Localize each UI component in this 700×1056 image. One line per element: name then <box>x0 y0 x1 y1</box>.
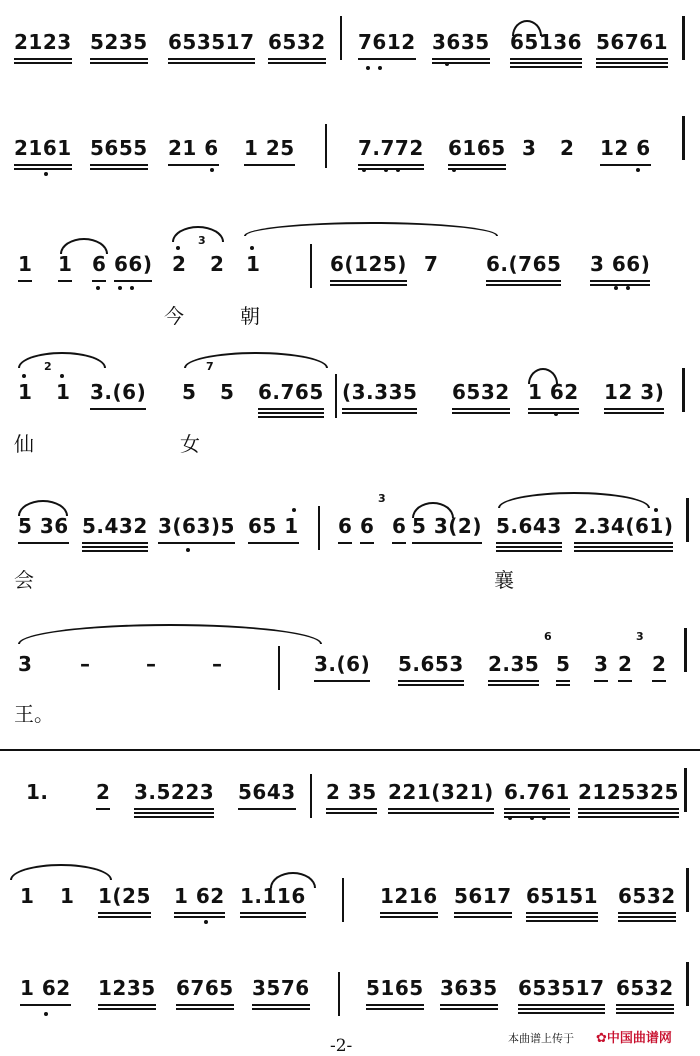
note-group: 1 62 <box>174 884 225 908</box>
octave-dot <box>396 168 400 172</box>
grace-note: 7 <box>206 360 214 373</box>
grace-note: 2 <box>44 360 52 373</box>
note-group: 6.765 <box>258 380 324 404</box>
note-group: 2 <box>96 780 111 804</box>
note-group: 1 62 <box>20 976 71 1000</box>
note-group: 3635 <box>432 30 490 54</box>
note-group: 3.5223 <box>134 780 215 804</box>
score-line-7 <box>0 780 700 840</box>
note-group: 65 1 <box>248 514 299 538</box>
note-group: 1 <box>58 252 73 276</box>
note-group: 1 <box>56 380 71 404</box>
slur-mark <box>60 238 108 254</box>
lyric-char: 今 <box>164 304 184 328</box>
octave-dot <box>250 246 254 250</box>
note-group: 2123 <box>14 30 72 54</box>
note-group: 12 6 <box>600 136 651 160</box>
slur-mark <box>512 20 542 36</box>
lyric-char: 王。 <box>14 702 54 726</box>
note-group: 5 <box>220 380 235 404</box>
note-group: 221(321) <box>388 780 494 804</box>
grace-note: 3 <box>198 234 206 247</box>
bar-line <box>310 774 312 818</box>
slur-mark <box>18 500 68 516</box>
note-group: 6765 <box>176 976 234 1000</box>
note-group: 6532 <box>616 976 674 1000</box>
note-group: 12 3) <box>604 380 665 404</box>
page-number: -2- <box>330 1036 353 1056</box>
score-line-4 <box>0 360 700 460</box>
note-group: 6 <box>338 514 353 538</box>
note-group: 1.116 <box>240 884 306 908</box>
score-line-1 <box>0 30 700 90</box>
note-group: 1 <box>18 380 33 404</box>
note-group: 3(63)5 <box>158 514 235 538</box>
note-group: 6.761 <box>504 780 570 804</box>
note-group: 7612 <box>358 30 416 54</box>
octave-dot <box>176 246 180 250</box>
note-group: 6165 <box>448 136 506 160</box>
grace-note: 3 <box>636 630 644 643</box>
note-group: 5 3(2) <box>412 514 482 538</box>
note-group: 66) <box>114 252 153 276</box>
note-group: 5655 <box>90 136 148 160</box>
octave-dot <box>204 920 208 924</box>
octave-dot <box>186 548 190 552</box>
bar-line <box>682 16 685 60</box>
note-group: 5643 <box>238 780 296 804</box>
octave-dot <box>614 286 618 290</box>
note-group: 6.(765 <box>486 252 562 276</box>
octave-dot <box>60 374 64 378</box>
note-group: 5 <box>556 652 571 676</box>
lyric-char: 会 <box>14 568 34 592</box>
note-group: 2 <box>560 136 575 160</box>
score-line-6 <box>0 630 700 732</box>
octave-dot <box>445 62 449 66</box>
lyric-char: 朝 <box>240 304 260 328</box>
note-group: 1 <box>60 884 75 908</box>
note-group: 5617 <box>454 884 512 908</box>
bar-line <box>340 16 342 60</box>
grace-note: 3 <box>378 492 386 505</box>
octave-dot <box>654 508 658 512</box>
octave-dot <box>22 374 26 378</box>
note-group: 3.(6) <box>90 380 147 404</box>
note-group: 653517 <box>518 976 605 1000</box>
score-line-9 <box>0 976 700 1026</box>
octave-dot <box>292 508 296 512</box>
octave-dot <box>118 286 122 290</box>
note-group: – <box>212 652 223 676</box>
note-group: 6 <box>360 514 375 538</box>
note-group: 5 <box>182 380 197 404</box>
octave-dot <box>366 66 370 70</box>
site-logo[interactable] <box>596 1027 672 1046</box>
note-group: 3635 <box>440 976 498 1000</box>
slur-mark <box>270 872 316 888</box>
bar-line <box>684 768 687 812</box>
score-line-8 <box>0 884 700 944</box>
note-group: 1(25 <box>98 884 151 908</box>
octave-dot <box>452 168 456 172</box>
note-group: 3 <box>594 652 609 676</box>
octave-dot <box>362 168 366 172</box>
slur-mark <box>528 368 558 384</box>
octave-dot <box>96 286 100 290</box>
logo-text: 中国曲谱网 <box>606 1031 672 1046</box>
octave-dot <box>542 816 546 820</box>
source-credit: 本曲谱上传于 <box>508 1032 574 1045</box>
bar-line <box>682 116 685 160</box>
note-group: 21 6 <box>168 136 219 160</box>
note-group: 2 <box>652 652 667 676</box>
note-group: 2 <box>618 652 633 676</box>
note-group: 6532 <box>268 30 326 54</box>
note-group: – <box>146 652 157 676</box>
octave-dot <box>130 286 134 290</box>
bar-line <box>335 374 337 418</box>
note-group: 3 66) <box>590 252 651 276</box>
note-group: 6532 <box>618 884 676 908</box>
octave-dot <box>530 816 534 820</box>
grace-note: 6 <box>544 630 552 643</box>
bar-line <box>325 124 327 168</box>
score-line-3 <box>0 234 700 332</box>
note-group: 3 <box>522 136 537 160</box>
slur-mark <box>18 352 106 368</box>
note-group: 56761 <box>596 30 669 54</box>
note-group: 5.432 <box>82 514 148 538</box>
octave-dot <box>508 816 512 820</box>
note-group: 2 35 <box>326 780 377 804</box>
bar-line <box>318 506 320 550</box>
octave-dot <box>384 168 388 172</box>
note-group: 5165 <box>366 976 424 1000</box>
note-group: 2 <box>210 252 225 276</box>
note-group: 3 <box>18 652 33 676</box>
note-group: 2.34(61) <box>574 514 674 538</box>
bar-line <box>686 962 689 1006</box>
note-group: 653517 <box>168 30 255 54</box>
section-divider <box>0 749 700 751</box>
note-group: 6 <box>392 514 407 538</box>
note-group: 5.643 <box>496 514 562 538</box>
slur-mark <box>10 864 112 880</box>
octave-dot <box>554 412 558 416</box>
lyric-char: 襄 <box>494 568 514 592</box>
octave-dot <box>210 168 214 172</box>
note-group: (3.335 <box>342 380 418 404</box>
bar-line <box>682 368 685 412</box>
note-group: 1216 <box>380 884 438 908</box>
logo-icon: ✿ <box>596 1031 607 1046</box>
note-group: 2125325 <box>578 780 679 804</box>
score-line-5 <box>0 492 700 594</box>
bar-line <box>342 878 344 922</box>
octave-dot <box>44 172 48 176</box>
bar-line <box>686 868 689 912</box>
note-group: 5 36 <box>18 514 69 538</box>
slur-mark <box>244 222 498 236</box>
note-group: 2 <box>172 252 187 276</box>
note-group: 7 <box>424 252 439 276</box>
octave-dot <box>636 168 640 172</box>
note-group: 2.35 <box>488 652 540 676</box>
lyric-char: 仙 <box>14 432 34 456</box>
note-group: 3576 <box>252 976 310 1000</box>
slur-mark <box>18 624 322 644</box>
note-group: 6 <box>92 252 107 276</box>
score-line-2 <box>0 136 700 196</box>
bar-line <box>338 972 340 1016</box>
note-group: 5.653 <box>398 652 464 676</box>
note-group: 7.772 <box>358 136 424 160</box>
octave-dot <box>626 286 630 290</box>
note-group: 65136 <box>510 30 583 54</box>
note-group: 5235 <box>90 30 148 54</box>
note-group: 1 62 <box>528 380 579 404</box>
note-group: 1 25 <box>244 136 295 160</box>
note-group: 3.(6) <box>314 652 371 676</box>
note-group: 1235 <box>98 976 156 1000</box>
note-group: 65151 <box>526 884 599 908</box>
note-group: 1. <box>26 780 49 804</box>
bar-line <box>278 646 280 690</box>
note-group: 1 <box>246 252 261 276</box>
slur-mark <box>498 492 650 508</box>
note-group: 1 <box>18 252 33 276</box>
bar-line <box>686 498 689 542</box>
note-group: 1 <box>20 884 35 908</box>
note-group: 6532 <box>452 380 510 404</box>
slur-mark <box>412 502 454 518</box>
octave-dot <box>44 1012 48 1016</box>
bar-line <box>684 628 687 672</box>
lyric-char: 女 <box>180 432 200 456</box>
note-group: 6(125) <box>330 252 407 276</box>
note-group: 2161 <box>14 136 72 160</box>
octave-dot <box>378 66 382 70</box>
bar-line <box>310 244 312 288</box>
note-group: – <box>80 652 91 676</box>
